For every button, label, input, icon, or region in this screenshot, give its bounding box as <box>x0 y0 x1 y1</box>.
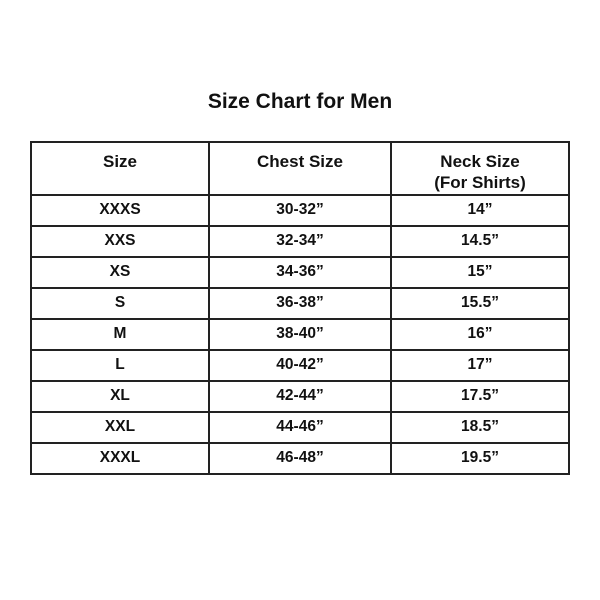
neck-size-cell: 17” <box>391 350 569 381</box>
neck-size-cell: 16” <box>391 319 569 350</box>
column-header-size <box>31 142 209 195</box>
table-row <box>31 226 569 257</box>
table-row <box>31 350 569 381</box>
size-cell: XXXS <box>31 195 209 226</box>
column-header-size-label: Size <box>102 152 138 171</box>
neck-size-cell: 18.5” <box>391 412 569 443</box>
chest-size-cell: 32-34” <box>209 226 391 257</box>
column-header-neck-size-sublabel: (For Shirts) <box>434 173 526 193</box>
neck-size-cell: 17.5” <box>391 381 569 412</box>
size-cell: XL <box>31 381 209 412</box>
chest-size-cell: 40-42” <box>209 350 391 381</box>
column-header-chest-size-label: Chest Size <box>257 152 343 171</box>
chest-size-cell: 46-48” <box>209 443 391 474</box>
column-header-neck-size-label: Neck Size <box>440 152 520 171</box>
size-cell: L <box>31 350 209 381</box>
table-row <box>31 412 569 443</box>
neck-size-cell: 15.5” <box>391 288 569 319</box>
column-header-neck-size <box>391 142 569 195</box>
neck-size-cell: 15” <box>391 257 569 288</box>
table-header-row <box>31 142 569 195</box>
chest-size-cell: 38-40” <box>209 319 391 350</box>
table-row <box>31 288 569 319</box>
size-cell: XS <box>31 257 209 288</box>
neck-size-cell: 19.5” <box>391 443 569 474</box>
chest-size-cell: 34-36” <box>209 257 391 288</box>
chest-size-cell: 36-38” <box>209 288 391 319</box>
size-cell: XXL <box>31 412 209 443</box>
size-cell: XXS <box>31 226 209 257</box>
neck-size-cell: 14” <box>391 195 569 226</box>
chest-size-cell: 44-46” <box>209 412 391 443</box>
table-row <box>31 381 569 412</box>
column-header-chest-size <box>209 142 391 195</box>
table-row <box>31 257 569 288</box>
chest-size-cell: 42-44” <box>209 381 391 412</box>
page-title: Size Chart for Men <box>207 90 393 113</box>
table-row <box>31 319 569 350</box>
size-cell: M <box>31 319 209 350</box>
size-chart-table <box>30 141 570 475</box>
chest-size-cell: 30-32” <box>209 195 391 226</box>
size-cell: S <box>31 288 209 319</box>
table-row <box>31 195 569 226</box>
size-cell: XXXL <box>31 443 209 474</box>
table-row <box>31 443 569 474</box>
neck-size-cell: 14.5” <box>391 226 569 257</box>
